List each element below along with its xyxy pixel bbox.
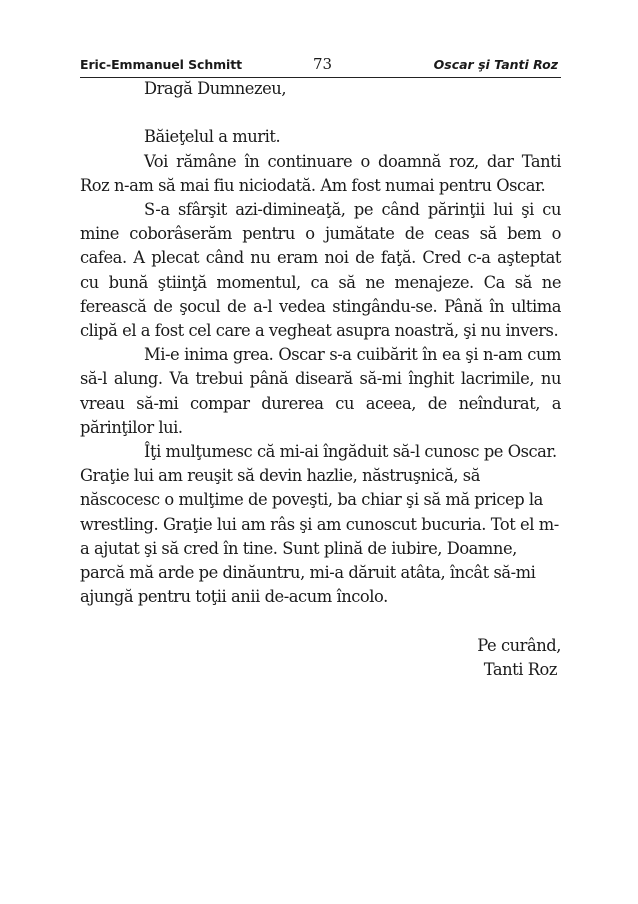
paragraph-4: Mi-e inima grea. Oscar s-a cuibărit în ea şi n-am cum să-l alung. Va trebui până diseară să-mi înghit lacrimile, nu vreau să-mi compar durerea cu aceea, de neîndurat, a părinţilor lui.	[80, 345, 561, 437]
paragraph-1: Băieţelul a murit.	[144, 127, 281, 147]
letter-closing: Pe curând,	[477, 635, 561, 655]
paragraph-5: Îţi mulţumesc că mi-ai îngăduit să-l cunosc pe Oscar. Graţie lui am reuşit să devin hazlie, năstruşnică, să născocesc o mulţime de poveşti, ba chiar şi să mă pricep la wrestling. Graţie lui am râs şi am cunoscut bucuria. Tot el m-a ajutat şi să cred în tine. Sunt plină de iubire, Doamne, parcă mă arde pe dinăuntru, mi-a dăruit atâta, încât să-mi ajungă pentru toţii anii de-acum încolo.	[80, 442, 559, 607]
letter-salutation: Dragă Dumnezeu,	[144, 79, 287, 98]
header-book-title: Oscar şi Tanti Roz	[433, 57, 558, 72]
letter-body	[80, 77, 561, 682]
letter-signature: Tanti Roz	[483, 659, 557, 679]
letter-signature-block	[80, 634, 561, 682]
header-author: Eric-Emmanuel Schmitt	[80, 57, 242, 72]
paragraph-2: Voi rămâne în continuare o doamnă roz, dar Tanti Roz n-am să mai fiu niciodată. Am fost numai pentru Oscar.	[80, 151, 561, 195]
paragraph-3: S-a sfârşit azi-dimineaţă, pe când părinţii lui şi cu mine coborâserăm pentru o jumătate de ceas să bem o cafea. A plecat când nu eram noi de faţă. Cred c-a aşteptat cu bună ştiinţă momentul, ca să ne menajeze. Ca să ne ferească de şocul de a-l vedea stingându-se. Până în ultima clipă el a fost cel care a vegheat asupra noastră, şi nu invers.	[80, 200, 561, 341]
page-header	[80, 55, 561, 78]
blank-line	[80, 101, 561, 125]
page-number: 73	[313, 55, 333, 73]
